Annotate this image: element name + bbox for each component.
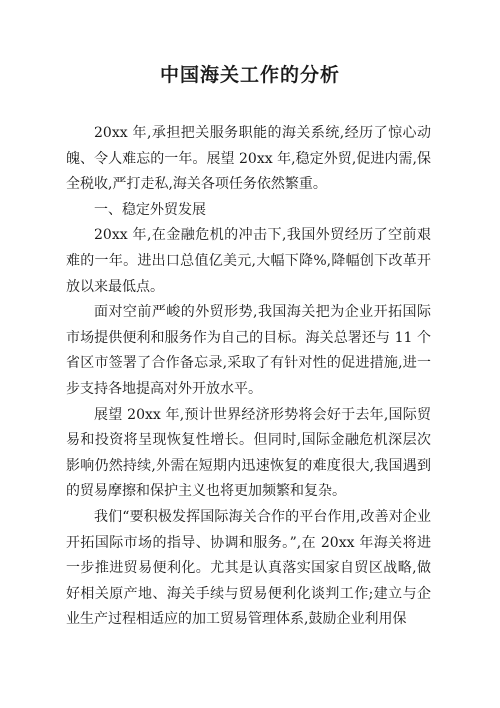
paragraph-outlook: 展望 20xx 年,预计世界经济形势将会好于去年,国际贸易和投资将呈现恢复性增长。但同时,国际金融危机深层次影响仍然持续,外需在短期内迅速恢复的难度很大,我国遇到的贸易摩擦和保护主义也将更加频繁和复杂。 [66, 406, 431, 500]
document-title: 中国海关工作的分析 [159, 64, 340, 86]
paragraph-trade-decline: 20xx 年,在金融危机的冲击下,我国外贸经历了空前艰难的一年。进出口总值亿美元,大幅下降%,降幅创下改革开放以来最低点。 [66, 227, 431, 295]
paragraph-intro: 20xx 年,承担把关服务职能的海关系统,经历了惊心动魄、令人难忘的一年。展望 20xx 年,稳定外贸,促进内需,保全税收,严打走私,海关各项任务依然繁重。 [66, 125, 431, 193]
paragraph-facilitation: 我们“要积极发挥国际海关合作的平台作用,改善对企业开拓国际市场的指导、协调和服务。”,在 20xx 年海关将进一步推进贸易便利化。尤其是认真落实国家自贸区战略,做好相关原产地、海关手续与贸易便利化谈判工作;建立与企业生产过程相适应的加工贸易管理体系,鼓励企业利用保 [66, 508, 431, 628]
document-body [66, 121, 431, 633]
paragraph-customs-service: 面对空前严峻的外贸形势,我国海关把为企业开拓国际市场提供便利和服务作为自己的目标。海关总署还与 11 个省区市签署了合作备忘录,采取了有针对性的促进措施,进一步支持各地提高对外开放水平。 [66, 304, 431, 397]
section-heading: 一、稳定外贸发展 [94, 201, 206, 218]
